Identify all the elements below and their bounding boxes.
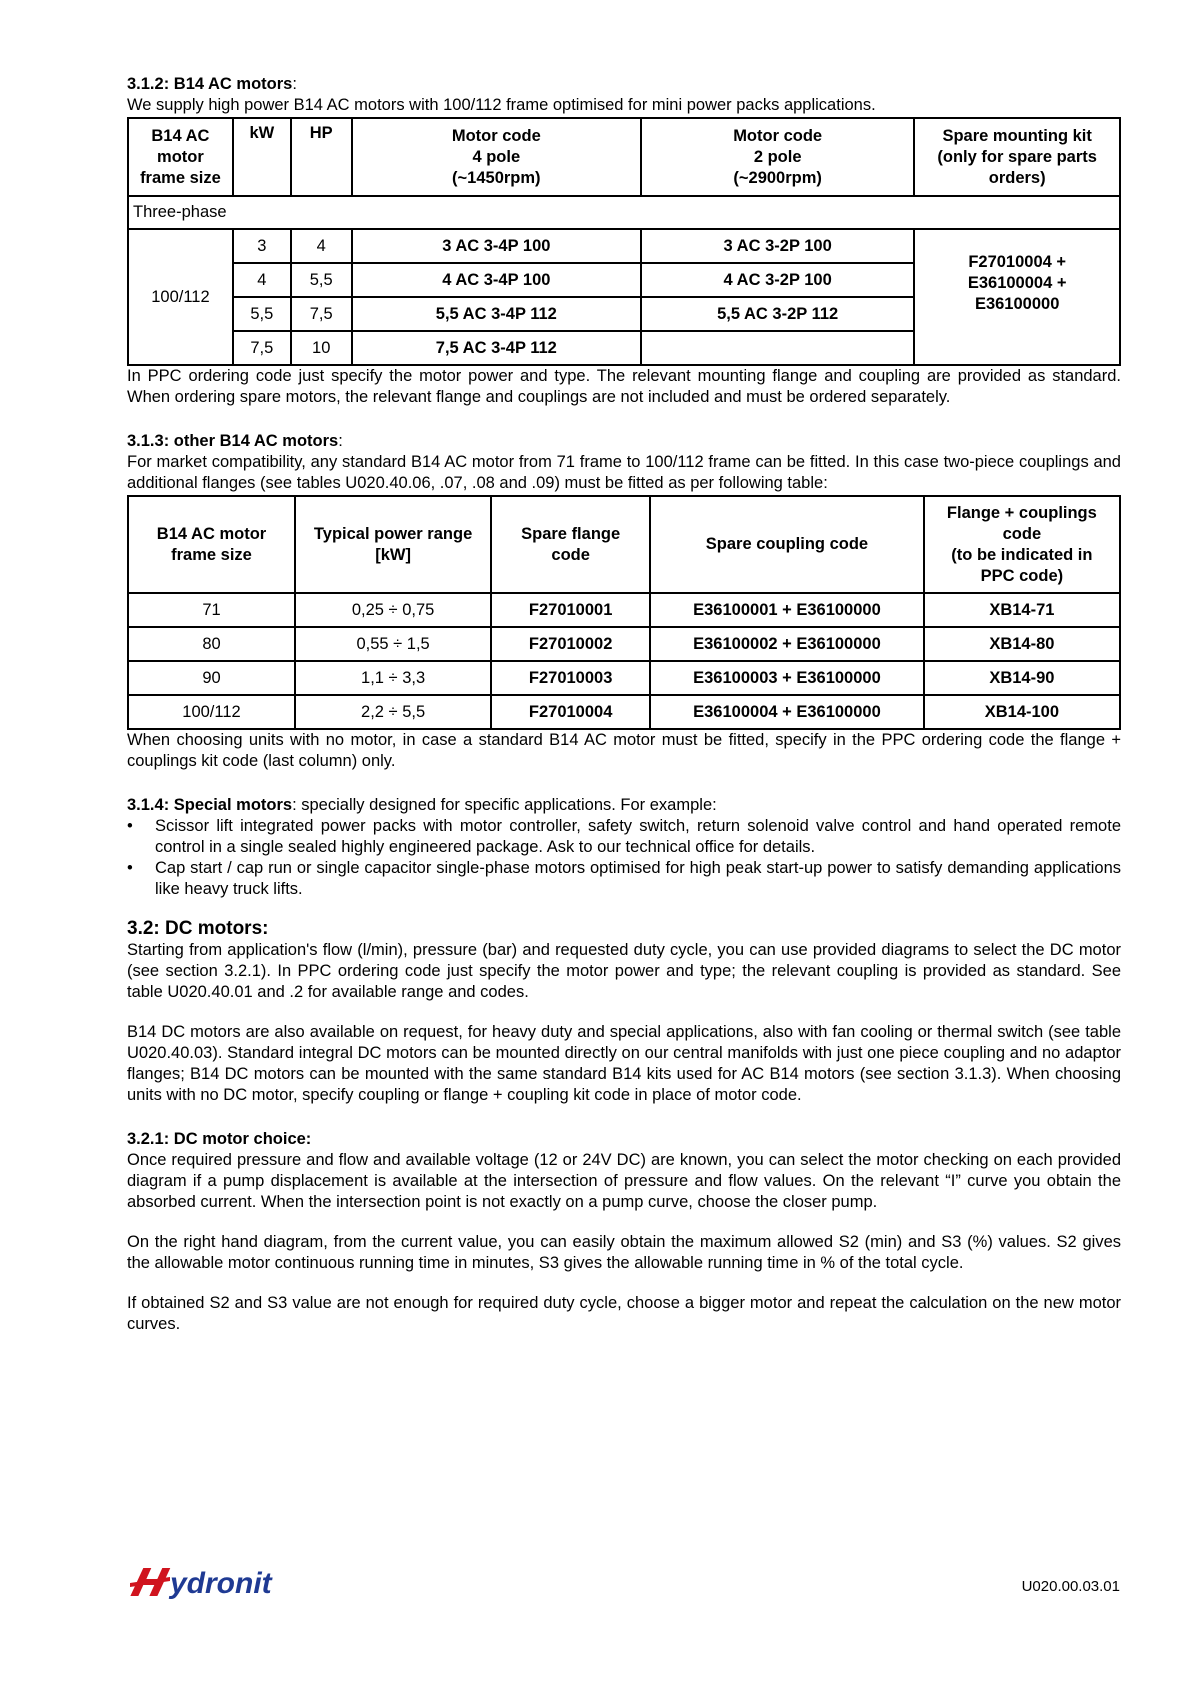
hydronit-logo bbox=[130, 1564, 340, 1600]
flange-cell: F27010002 bbox=[491, 627, 650, 661]
header-hp: HP bbox=[291, 118, 352, 196]
section-3-2-heading: 3.2: DC motors: bbox=[127, 918, 269, 939]
code-4pole-cell: 7,5 AC 3-4P 112 bbox=[352, 331, 641, 365]
document-code: U020.00.03.01 bbox=[1021, 1578, 1120, 1595]
section-3-1-3-heading: 3.1.3: other B14 AC motors bbox=[127, 432, 339, 450]
table-row bbox=[128, 229, 1120, 263]
code-4pole-cell: 5,5 AC 3-4P 112 bbox=[352, 297, 641, 331]
header-spare-kit: Spare mounting kit (only for spare parts orders) bbox=[914, 118, 1120, 196]
kw-cell: 7,5 bbox=[233, 331, 291, 365]
b14-ac-motors-table bbox=[127, 117, 1121, 366]
logo-wordmark: ydronit bbox=[170, 1567, 272, 1600]
kit-cell: XB14-90 bbox=[924, 661, 1120, 695]
table-header-row bbox=[128, 496, 1120, 593]
table-header-row bbox=[128, 118, 1120, 196]
list-item: • Scissor lift integrated power packs with motor controller, safety switch, return solenoid valve control and hand operated remote control in a single sealed highly engineered package. Ask to our technical office for details. bbox=[127, 817, 1121, 856]
heading-suffix: : bbox=[338, 432, 343, 450]
section-3-1-3-note: When choosing units with no motor, in case a standard B14 AC motor must be fitted, specify in the PPC ordering code the flange + couplings kit code (last column) only. bbox=[127, 731, 1121, 770]
heading-suffix: : bbox=[292, 75, 297, 93]
table-row bbox=[128, 593, 1120, 627]
special-motors-list bbox=[127, 816, 1121, 900]
bullet-icon: • bbox=[127, 817, 133, 835]
coupling-cell: E36100002 + E36100000 bbox=[650, 627, 924, 661]
section-3-1-2-intro: We supply high power B14 AC motors with 100/112 frame optimised for mini power packs applications. bbox=[127, 96, 876, 114]
kit-cell: XB14-71 bbox=[924, 593, 1120, 627]
header-code-4pole: Motor code 4 pole (~1450rpm) bbox=[352, 118, 641, 196]
section-3-2-1-heading: 3.2.1: DC motor choice: bbox=[127, 1130, 312, 1148]
power-cell: 1,1 ÷ 3,3 bbox=[295, 661, 491, 695]
logo-h-mark bbox=[130, 1568, 170, 1596]
section-3-2-1-para-3: If obtained S2 and S3 value are not enough for required duty cycle, choose a bigger motor and repeat the calculation on the new motor curves. bbox=[127, 1294, 1121, 1333]
header-spare-flange: Spare flange code bbox=[491, 496, 650, 593]
hp-cell: 4 bbox=[291, 229, 352, 263]
header-power-range: Typical power range [kW] bbox=[295, 496, 491, 593]
heading-suffix: : specially designed for specific applications. For example: bbox=[292, 796, 717, 814]
table-row bbox=[128, 627, 1120, 661]
table-row bbox=[128, 661, 1120, 695]
table-row bbox=[128, 196, 1120, 229]
kit-cell: XB14-100 bbox=[924, 695, 1120, 729]
frame-size-cell: 100/112 bbox=[128, 229, 233, 365]
header-spare-coupling: Spare coupling code bbox=[650, 496, 924, 593]
hp-cell: 10 bbox=[291, 331, 352, 365]
section-3-2-1-para-1: Once required pressure and flow and available voltage (12 or 24V DC) are known, you can select the motor checking on each provided diagram if a pump displacement is available at the intersection of pressure and flow values. On the relevant “I” curve you obtain the absorbed current. When the intersection point is not exactly on a pump curve, choose the closer pump. bbox=[127, 1151, 1121, 1211]
coupling-cell: E36100001 + E36100000 bbox=[650, 593, 924, 627]
flange-cell: F27010004 bbox=[491, 695, 650, 729]
section-3-2-1-para-2: On the right hand diagram, from the current value, you can easily obtain the maximum allowed S2 (min) and S3 (%) values. S2 gives the allowable motor continuous running time in minutes, S3 gives the allowable running time in % of the total cycle. bbox=[127, 1233, 1121, 1272]
section-3-1-3-intro: For market compatibility, any standard B14 AC motor from 71 frame to 100/112 frame can be fitted. In this case two-piece couplings and additional flanges (see tables U020.40.06, .07, .08 and .09) must be fitted as per following table: bbox=[127, 453, 1121, 492]
page-content bbox=[127, 74, 1121, 1335]
code-4pole-cell: 4 AC 3-4P 100 bbox=[352, 263, 641, 297]
code-4pole-cell: 3 AC 3-4P 100 bbox=[352, 229, 641, 263]
power-cell: 0,25 ÷ 0,75 bbox=[295, 593, 491, 627]
kw-cell: 3 bbox=[233, 229, 291, 263]
code-2pole-cell: 5,5 AC 3-2P 112 bbox=[641, 297, 914, 331]
frame-cell: 71 bbox=[128, 593, 295, 627]
code-2pole-cell: 3 AC 3-2P 100 bbox=[641, 229, 914, 263]
section-3-2-para-1: Starting from application's flow (l/min), pressure (bar) and requested duty cycle, you can use provided diagrams to select the DC motor (see section 3.2.1). In PPC ordering code just specify the motor power and type; the relevant coupling is provided as standard. See table U020.40.01 and .2 for available range and codes. bbox=[127, 941, 1121, 1001]
section-3-1-4-heading: 3.1.4: Special motors bbox=[127, 796, 293, 814]
frame-cell: 80 bbox=[128, 627, 295, 661]
power-cell: 2,2 ÷ 5,5 bbox=[295, 695, 491, 729]
frame-cell: 100/112 bbox=[128, 695, 295, 729]
code-2pole-cell bbox=[641, 331, 914, 365]
coupling-cell: E36100004 + E36100000 bbox=[650, 695, 924, 729]
coupling-cell: E36100003 + E36100000 bbox=[650, 661, 924, 695]
kw-cell: 5,5 bbox=[233, 297, 291, 331]
header-code-2pole: Motor code 2 pole (~2900rpm) bbox=[641, 118, 914, 196]
header-frame-size: B14 AC motor frame size bbox=[128, 118, 233, 196]
header-flange-couplings: Flange + couplings code (to be indicated in PPC code) bbox=[924, 496, 1120, 593]
other-b14-motors-table bbox=[127, 495, 1121, 730]
section-3-1-2-note: In PPC ordering code just specify the motor power and type. The relevant mounting flange and coupling are provided as standard. When ordering spare motors, the relevant flange and couplings are not included and must be ordered separately. bbox=[127, 367, 1121, 406]
section-label-three-phase: Three-phase bbox=[128, 196, 1120, 229]
kw-cell: 4 bbox=[233, 263, 291, 297]
hp-cell: 7,5 bbox=[291, 297, 352, 331]
flange-cell: F27010003 bbox=[491, 661, 650, 695]
bullet-icon: • bbox=[127, 859, 133, 877]
header-kw: kW bbox=[233, 118, 291, 196]
section-3-1-4-heading-line bbox=[127, 795, 1121, 816]
spare-kit-cell: F27010004 + E36100004 + E36100000 bbox=[914, 229, 1120, 365]
power-cell: 0,55 ÷ 1,5 bbox=[295, 627, 491, 661]
frame-cell: 90 bbox=[128, 661, 295, 695]
kit-cell: XB14-80 bbox=[924, 627, 1120, 661]
flange-cell: F27010001 bbox=[491, 593, 650, 627]
section-3-1-2-heading-line bbox=[127, 74, 1121, 95]
table-row bbox=[128, 695, 1120, 729]
code-2pole-cell: 4 AC 3-2P 100 bbox=[641, 263, 914, 297]
section-3-2-para-2: B14 DC motors are also available on request, for heavy duty and special applications, also with fan cooling or thermal switch (see table U020.40.03). Standard integral DC motors can be mounted directly on our central manifolds with just one piece coupling and no adaptor flanges; B14 DC motors can be mounted with the same standard B14 kits used for AC B14 motors (see section 3.1.3). When choosing units with no DC motor, specify coupling or flange + coupling kit code in place of motor code. bbox=[127, 1023, 1121, 1104]
section-3-1-2-heading: 3.1.2: B14 AC motors bbox=[127, 75, 293, 93]
header-frame-size: B14 AC motor frame size bbox=[128, 496, 295, 593]
section-3-1-3-heading-line bbox=[127, 431, 1121, 452]
list-item: • Cap start / cap run or single capacitor single-phase motors optimised for high peak start-up power to satisfy demanding applications like heavy truck lifts. bbox=[127, 859, 1121, 898]
hp-cell: 5,5 bbox=[291, 263, 352, 297]
